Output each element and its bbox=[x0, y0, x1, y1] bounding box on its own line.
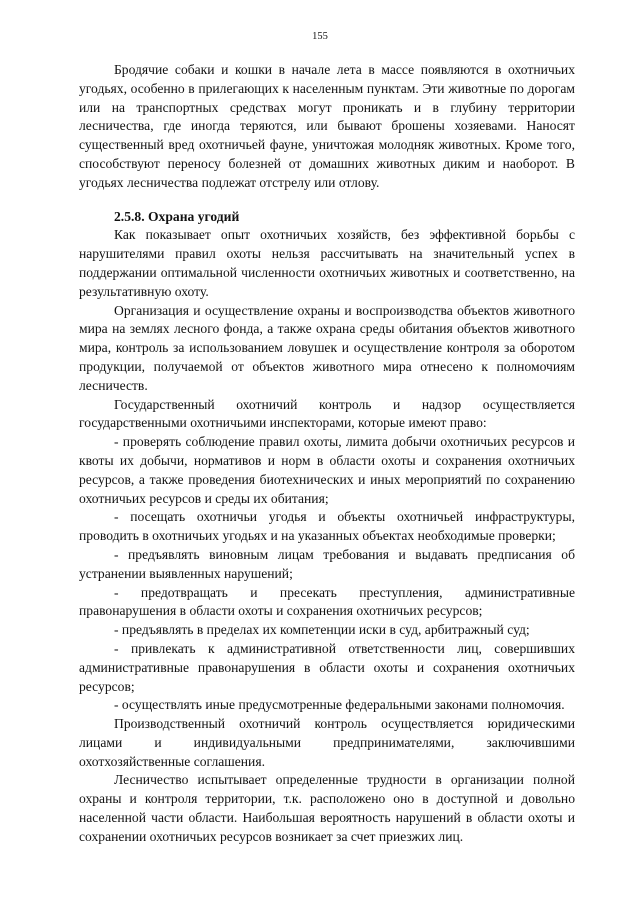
paragraph-production-control: Производственный охотничий контроль осуществляется юридическими лицами и индивидуальными предпринимателями, заключившими охотхозяйственные соглашения. bbox=[79, 716, 575, 769]
paragraph-organization-protection: Организация и осуществление охраны и воспроизводства объектов животного мира на землях лесного фонда, а также охрана среды обитания объектов животного мира, контроль за использованием ловушек и осуществление контроля за оборотом продукции, получаемой от объектов животного мира отнесено к полномочиям лесничеств. bbox=[79, 302, 575, 393]
page-number: 155 bbox=[312, 31, 328, 42]
page-body bbox=[79, 61, 575, 847]
paragraph-hunting-experience: Как показывает опыт охотничьих хозяйств, без эффективной борьбы с нарушителями правил охоты нельзя рассчитывать на значительный успех в поддержании оптимальной численности охотничьих животных и соответственно, на результативную охоту. bbox=[79, 227, 575, 299]
list-item-right: - предъявлять в пределах их компетенции иски в суд, арбитражный суд; bbox=[114, 622, 530, 638]
list-item-right: - осуществлять иные предусмотренные федеральными законами полномочия. bbox=[114, 697, 565, 713]
list-item-right: - проверять соблюдение правил охоты, лимита добычи охотничьих ресурсов и квоты их добычи, нормативов и норм в области охоты и сохранения охотничьих ресурсов, а также проведения биотехнических и иных мероприятий по сохранению охотничьих ресурсов и среды их обитания; bbox=[79, 434, 575, 506]
list-item-right: - предотвращать и пресекать преступления, административные правонарушения в области охоты и сохранения охотничьих ресурсов; bbox=[79, 584, 575, 619]
paragraph-stray-animals: Бродячие собаки и кошки в начале лета в массе появляются в охотничьих угодьях, особенно в прилегающих к населенным пунктам. Эти животные по дорогам или на транспортных средствах могут проникать и в глубину территории лесничества, где иногда теряются, или бывают брошены хозяевами. Наносят существенный вред охотничьей фауне, уничтожая молодняк животных. Кроме того, способствуют переносу болезней от домашних животных диким и наоборот. В угодьях лесничества подлежат отстрелу или отлову. bbox=[79, 62, 575, 190]
paragraph-difficulties: Лесничество испытывает определенные трудности в организации полной охраны и контроля территории, т.к. расположено оно в доступной и довольно населенной части области. Наибольшая вероятность нарушений в области охоты и сохранении охотничьих ресурсов возникает за счет приезжих лиц. bbox=[79, 772, 575, 844]
list-item-right: - предъявлять виновным лицам требования и выдавать предписания об устранении выявленных нарушений; bbox=[79, 546, 575, 581]
paragraph-state-control: Государственный охотничий контроль и надзор осуществляется государственными охотничьими инспекторами, которые имеют право: bbox=[79, 396, 575, 431]
list-item-right: - посещать охотничьи угодья и объекты охотничьей инфраструктуры, проводить в охотничьих угодьях и на указанных объектах необходимые проверки; bbox=[79, 509, 575, 544]
list-item-right: - привлекать к административной ответственности лиц, совершивших административные правонарушения в области охоты и сохранения охотничьих ресурсов; bbox=[79, 640, 575, 694]
section-heading: 2.5.8. Охрана угодий bbox=[114, 208, 240, 224]
